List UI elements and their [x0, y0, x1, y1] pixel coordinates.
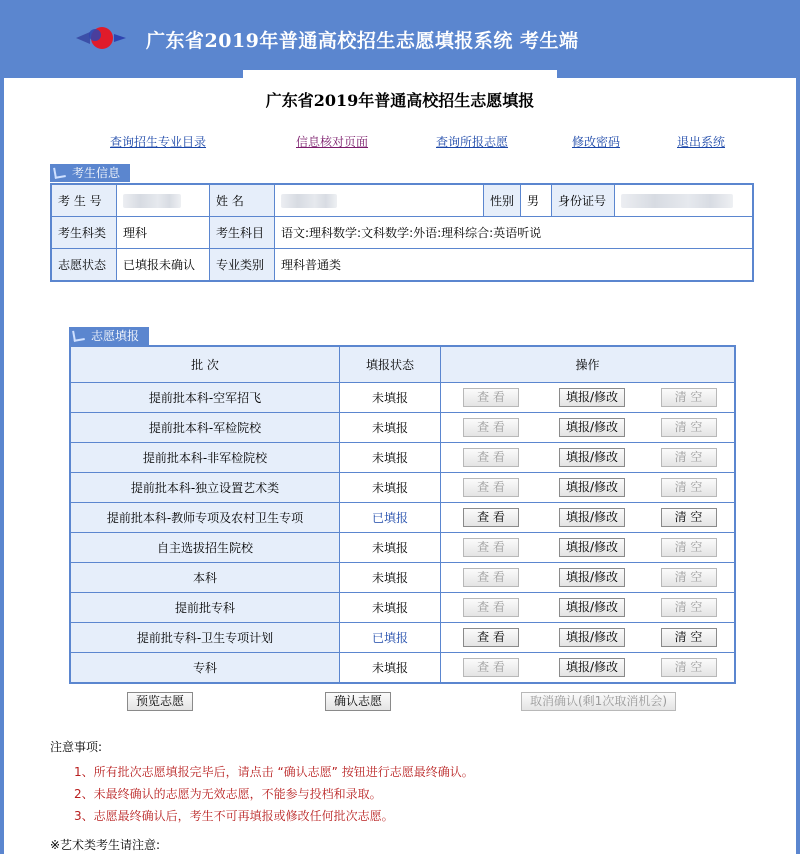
value-status: 已填报未确认: [117, 249, 210, 282]
clear-cell: [643, 503, 735, 533]
fill-modify-cell: [541, 563, 643, 593]
app-header: [0, 0, 800, 78]
cancel-confirm-button[interactable]: 取消确认(剩1次取消机会): [521, 692, 676, 711]
view-button[interactable]: 查 看: [463, 628, 519, 647]
clear-button[interactable]: 清 空: [661, 538, 717, 557]
value-major-type: 理科普通类: [275, 249, 754, 282]
table-row: [70, 593, 735, 623]
view-cell: [441, 473, 542, 503]
confirm-button[interactable]: 确认志愿: [325, 692, 391, 711]
table-row: [70, 473, 735, 503]
batch-name: 提前批本科-空军招飞: [70, 383, 340, 413]
label-name: 姓 名: [210, 184, 275, 217]
clear-button[interactable]: 清 空: [661, 628, 717, 647]
clear-cell: [643, 473, 735, 503]
nav-query-majors[interactable]: 查询招生专业目录: [110, 135, 207, 149]
note-item: 1、所有批次志愿填报完毕后，请点击 “确认志愿” 按钮进行志愿最终确认。: [74, 765, 474, 779]
fill-modify-cell: [541, 533, 643, 563]
nav-change-password[interactable]: 修改密码: [572, 135, 621, 149]
fill-status: 未填报: [340, 383, 441, 413]
label-subjects: 考生科目: [210, 217, 275, 249]
nav-logout[interactable]: 退出系统: [677, 135, 726, 149]
table-row: [70, 383, 735, 413]
fill-status: 未填报: [340, 473, 441, 503]
value-subjects: 语文:理科数学:文科数学:外语:理科综合:英语听说: [275, 217, 754, 249]
volunteer-table: [69, 345, 736, 684]
batch-name: 专科: [70, 653, 340, 684]
fill-status: 已填报: [340, 623, 441, 653]
fill-modify-button[interactable]: 填报/修改: [559, 658, 625, 677]
table-row: [70, 413, 735, 443]
table-row: [70, 563, 735, 593]
clear-cell: [643, 563, 735, 593]
fill-status: 未填报: [340, 563, 441, 593]
fill-modify-cell: [541, 473, 643, 503]
header-status: 填报状态: [340, 346, 441, 383]
value-category: 理科: [117, 217, 210, 249]
clear-button[interactable]: 清 空: [661, 418, 717, 437]
label-gender: 性别: [484, 184, 521, 217]
table-row: [70, 443, 735, 473]
notes: [50, 738, 474, 827]
frame-right: [796, 78, 800, 854]
fill-modify-cell: [541, 443, 643, 473]
notes-heading: 注意事项:: [50, 740, 103, 754]
view-cell: [441, 653, 542, 684]
fill-status: 未填报: [340, 533, 441, 563]
clear-cell: [643, 653, 735, 684]
header-tab: [243, 70, 557, 82]
section-volunteer: 志愿填报: [69, 327, 149, 345]
fill-status: 已填报: [340, 503, 441, 533]
view-cell: [441, 533, 542, 563]
clear-button[interactable]: 清 空: [661, 568, 717, 587]
header-actions: 操作: [441, 346, 736, 383]
app-title: 广东省2019年普通高校招生志愿填报系统 考生端: [146, 30, 579, 52]
fill-status: 未填报: [340, 443, 441, 473]
redacted-id-card: [621, 194, 733, 208]
label-major-type: 专业类别: [210, 249, 275, 282]
nav-info-check[interactable]: 信息核对页面: [296, 135, 369, 149]
fill-status: 未填报: [340, 593, 441, 623]
art-notes-heading: ※艺术类考生请注意:: [50, 838, 161, 852]
value-exam-no: [117, 184, 210, 217]
batch-name: 提前批专科: [70, 593, 340, 623]
fill-modify-cell: [541, 503, 643, 533]
logo-icon: [72, 22, 128, 54]
table-row: [70, 503, 735, 533]
value-name: [275, 184, 484, 217]
redacted-exam-no: [123, 194, 181, 208]
batch-name: 提前批专科-卫生专项计划: [70, 623, 340, 653]
view-button[interactable]: 查 看: [463, 508, 519, 527]
clear-cell: [643, 623, 735, 653]
clear-cell: [643, 593, 735, 623]
page-title: 广东省2019年普通高校招生志愿填报: [265, 91, 535, 110]
view-button[interactable]: 查 看: [463, 598, 519, 617]
batch-name: 提前批本科-军检院校: [70, 413, 340, 443]
view-cell: [441, 503, 542, 533]
fill-status: 未填报: [340, 653, 441, 684]
clear-button[interactable]: 清 空: [661, 448, 717, 467]
clear-button[interactable]: 清 空: [661, 388, 717, 407]
view-button[interactable]: 查 看: [463, 568, 519, 587]
clear-cell: [643, 383, 735, 413]
fill-modify-button[interactable]: 填报/修改: [559, 418, 625, 437]
fill-status: 未填报: [340, 413, 441, 443]
fill-modify-cell: [541, 413, 643, 443]
label-category: 考生科类: [51, 217, 117, 249]
fill-modify-cell: [541, 593, 643, 623]
fill-modify-cell: [541, 653, 643, 684]
clear-cell: [643, 443, 735, 473]
note-item: 3、志愿最终确认后，考生不可再填报或修改任何批次志愿。: [74, 809, 394, 823]
nav-query-volunteers[interactable]: 查询所报志愿: [436, 135, 509, 149]
view-cell: [441, 623, 542, 653]
batch-name: 提前批本科-教师专项及农村卫生专项: [70, 503, 340, 533]
view-button[interactable]: 查 看: [463, 418, 519, 437]
view-button[interactable]: 查 看: [463, 478, 519, 497]
value-gender: 男: [521, 184, 552, 217]
table-row: [70, 653, 735, 684]
view-button[interactable]: 查 看: [463, 448, 519, 467]
header-batch: 批 次: [70, 346, 340, 383]
batch-name: 提前批本科-非军检院校: [70, 443, 340, 473]
clear-button[interactable]: 清 空: [661, 478, 717, 497]
view-cell: [441, 383, 542, 413]
fill-modify-button[interactable]: 填报/修改: [559, 508, 625, 527]
view-button[interactable]: 查 看: [463, 658, 519, 677]
clear-button[interactable]: 清 空: [661, 508, 717, 527]
label-status: 志愿状态: [51, 249, 117, 282]
label-id-card: 身份证号: [552, 184, 615, 217]
batch-name: 自主选拔招生院校: [70, 533, 340, 563]
fill-modify-button[interactable]: 填报/修改: [559, 448, 625, 467]
table-row: [70, 533, 735, 563]
view-cell: [441, 413, 542, 443]
clear-button[interactable]: 清 空: [661, 598, 717, 617]
batch-name: 提前批本科-独立设置艺术类: [70, 473, 340, 503]
table-row: [70, 623, 735, 653]
fill-modify-button[interactable]: 填报/修改: [559, 568, 625, 587]
fill-modify-button[interactable]: 填报/修改: [559, 538, 625, 557]
note-item: 2、未最终确认的志愿为无效志愿，不能参与投档和录取。: [74, 787, 382, 801]
view-cell: [441, 443, 542, 473]
fill-modify-button[interactable]: 填报/修改: [559, 388, 625, 407]
frame-left: [0, 78, 4, 854]
clear-cell: [643, 413, 735, 443]
batch-name: 本科: [70, 563, 340, 593]
value-id-card: [615, 184, 753, 217]
view-button[interactable]: 查 看: [463, 538, 519, 557]
clear-cell: [643, 533, 735, 563]
label-exam-no: 考 生 号: [51, 184, 117, 217]
view-cell: [441, 563, 542, 593]
preview-button[interactable]: 预览志愿: [127, 692, 193, 711]
student-info-table: [50, 183, 754, 282]
redacted-name: [281, 194, 337, 208]
section-student-info: 考生信息: [50, 164, 130, 182]
view-cell: [441, 593, 542, 623]
fill-modify-cell: [541, 383, 643, 413]
view-button[interactable]: 查 看: [463, 388, 519, 407]
fill-modify-cell: [541, 623, 643, 653]
clear-button[interactable]: 清 空: [661, 658, 717, 677]
fill-modify-button[interactable]: 填报/修改: [559, 628, 625, 647]
fill-modify-button[interactable]: 填报/修改: [559, 598, 625, 617]
fill-modify-button[interactable]: 填报/修改: [559, 478, 625, 497]
